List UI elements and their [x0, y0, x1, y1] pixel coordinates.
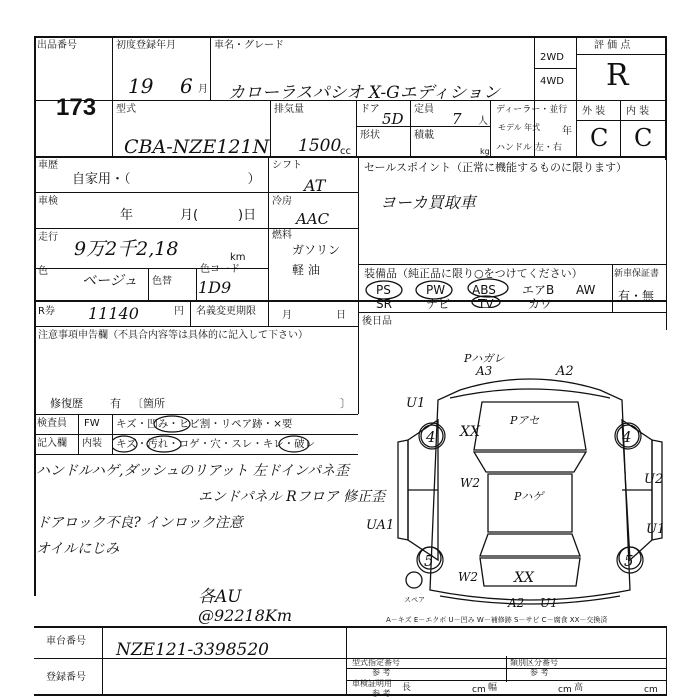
vehicle-history-label: 車歴	[38, 160, 58, 171]
equipment-sr: SR	[376, 297, 392, 311]
inspection-label: 車検	[38, 196, 58, 207]
mark-u1-top: U1	[406, 396, 426, 411]
capacity-value: 7	[452, 110, 462, 128]
equipment-leather: カワ	[528, 297, 553, 311]
fuel-label: 燃料	[272, 230, 292, 241]
length-unit: cm	[472, 685, 486, 695]
repair-label: 修復歴	[50, 397, 83, 410]
equipment-pw: PW	[426, 283, 446, 297]
equipment-tv: TV	[478, 297, 494, 311]
damage-legend: A－キズ E－エクボ U－凹み W－補修跡 S－サビ C－腐食 XX－交換済	[386, 616, 608, 624]
first-reg-year: 19	[128, 74, 154, 98]
dealer-label: ディーラー・並行	[496, 105, 568, 115]
inspector-fw-label: FW	[84, 418, 100, 429]
displacement-value: 1500	[298, 136, 342, 156]
equipment-abs: ABS	[472, 283, 496, 297]
rear-label: 後日品	[362, 316, 392, 327]
mileage-label: 走行	[38, 232, 58, 243]
name-change-month: 月	[282, 310, 292, 321]
mark-ua1: UA1	[366, 518, 395, 533]
comment-line-2: エンドパネル Rフロア 修正歪	[198, 489, 386, 505]
color-value: ベージュ	[82, 273, 138, 289]
model-label: 型式	[116, 104, 136, 115]
color-code-label: 色コード	[200, 264, 240, 275]
length-label: 長	[402, 683, 412, 693]
mark-five-right: 5	[624, 552, 634, 570]
mark-w2-left: W2	[460, 476, 480, 490]
drive-2wd: 2WD	[540, 52, 564, 63]
equipment-circle-marks	[360, 276, 560, 311]
inspector-label-2: 記入欄	[37, 438, 67, 449]
inspector-label-1: 検査員	[37, 418, 67, 429]
lot-number: 173	[56, 94, 97, 121]
name-change-label: 名義変更期限	[196, 306, 256, 317]
inspector-fw-items: キズ・凹み・ヒビ割・リペア跡・×要	[116, 418, 293, 430]
inspector-circle-marks	[112, 414, 358, 454]
inspector-interior-items: キズ・汚れ・コゲ・穴・スレ・キレ・破レ	[116, 438, 316, 450]
load-unit: kg	[480, 147, 490, 156]
sales-point-label: セールスポイント（正常に機能するものに限ります）	[364, 161, 628, 174]
model-value: CBA-NZE121N	[124, 136, 270, 158]
chassis-label: 車台番号	[46, 636, 86, 647]
handle-label: ハンドル 左・右	[496, 143, 562, 153]
exterior-label: 外 装	[582, 106, 606, 117]
equipment-label: 装備品（純正品に限り○をつけてください）	[364, 267, 583, 280]
width-label: 幅	[488, 683, 498, 693]
color-code-value: 1D9	[198, 278, 232, 297]
mileage-value: 9万2千2,18	[74, 238, 179, 260]
door-label: ドア	[360, 104, 380, 115]
interior-value: C	[634, 124, 653, 152]
mark-a2-top: A2	[556, 364, 574, 379]
reg-label: 登録番号	[46, 672, 86, 683]
load-label: 積載	[414, 130, 434, 141]
category-ref: 参 考	[530, 668, 549, 677]
mark-u1-bottom: U1	[540, 596, 558, 610]
color-label: 色	[38, 266, 48, 277]
car-name-label: 車名・グレード	[214, 40, 284, 51]
name-change-day: 日	[336, 310, 346, 321]
type-designation-ref: 参 考	[372, 668, 391, 677]
shape-label: 形状	[360, 130, 380, 141]
category-label: 類別区分番号	[510, 658, 558, 667]
comment-line-1: ハンドルハゲ,ダッシュのリアット 左ドインパネ歪	[36, 463, 349, 479]
cert-label: 車検証明用	[352, 679, 392, 688]
inspection-year: 年	[120, 208, 134, 223]
door-value: 5D	[382, 110, 404, 128]
equipment-airbag: エアB	[522, 283, 555, 297]
equipment-ps: PS	[376, 283, 391, 297]
comment-line-6: @92218Km	[198, 606, 293, 625]
repair-close: 〕	[340, 397, 351, 410]
first-reg-month-unit: 月	[198, 84, 208, 95]
diagram-circle-marks	[410, 418, 650, 578]
cert-ref: 参 考	[372, 689, 391, 698]
capacity-unit: 人	[478, 116, 488, 127]
grade-label: 評 価 点	[594, 40, 631, 51]
vehicle-history-value: 自家用・（ ）	[72, 172, 261, 187]
recycle-label: R券	[38, 306, 55, 317]
shift-value: AT	[304, 176, 326, 195]
mark-w2-bottom: W2	[458, 570, 478, 584]
grade-value: R	[606, 58, 629, 93]
comment-line-5: 各AU	[198, 587, 242, 607]
mark-a3: A3	[476, 364, 493, 378]
first-reg-label: 初度登録年月	[116, 40, 176, 51]
chassis-value: NZE121-3398520	[116, 640, 269, 660]
notes-label: 注意事項申告欄（不具合内容等は具体的に記入して下さい）	[38, 330, 308, 341]
mark-p-hage: Pハゲ	[514, 490, 544, 503]
height-label: 高	[574, 683, 584, 693]
new-warranty-value: 有・無	[618, 289, 655, 303]
drive-4wd: 4WD	[540, 76, 564, 87]
fuel-gas: ガソリン	[292, 243, 341, 257]
ac-label: 冷房	[272, 196, 292, 207]
equipment-navi: ナビ	[426, 297, 451, 311]
comment-line-3: ドアロック不良? インロック注意	[36, 515, 243, 531]
model-year-label: モデル 年式	[498, 123, 541, 132]
mileage-unit: km	[230, 252, 246, 263]
displacement-unit: cc	[340, 146, 351, 157]
equipment-aw: AW	[576, 283, 596, 297]
height-unit: cm	[644, 685, 658, 695]
inspection-day: )日	[238, 208, 257, 223]
model-year-unit: 年	[562, 126, 572, 137]
shift-label: シフト	[272, 160, 302, 171]
displacement-label: 排気量	[274, 104, 304, 115]
mark-spare: スペア	[404, 596, 425, 604]
recycle-value: 11140	[88, 304, 139, 323]
recycle-unit: 円	[174, 306, 184, 317]
inspection-month: 月(	[180, 208, 199, 223]
width-unit: cm	[558, 685, 572, 695]
mark-xx-bottom: XX	[514, 570, 534, 586]
mark-xx-left: XX	[460, 424, 480, 440]
color-change-label: 色替	[152, 276, 172, 287]
mark-four-left: 4	[426, 428, 436, 446]
capacity-label: 定員	[414, 104, 434, 115]
mark-a2-bottom: A2	[508, 596, 525, 610]
repair-place: 〔箇所	[132, 397, 165, 410]
mark-u1-right: U1	[646, 522, 666, 537]
type-designation-label: 型式指定番号	[352, 658, 400, 667]
mark-p-ashi: Pアセ	[510, 414, 540, 427]
new-warranty-label: 新車保証書	[614, 269, 660, 279]
comment-line-4: オイルにじみ	[36, 541, 120, 557]
mark-five-left: 5	[424, 552, 434, 570]
car-name-value: カローラスパシオ X-Gエディション	[228, 83, 501, 103]
fuel-diesel: 軽 油	[292, 263, 320, 277]
sales-point-value: ヨーカ買取車	[380, 193, 476, 212]
lot-label: 出品番号	[37, 40, 77, 51]
mark-four-right: 4	[622, 428, 632, 446]
repair-yes: 有	[110, 397, 121, 410]
mark-u2: U2	[644, 472, 664, 487]
ac-value: AAC	[296, 210, 330, 228]
mark-p-hagare: Pハガレ	[464, 352, 505, 365]
exterior-value: C	[590, 124, 609, 152]
first-reg-month: 6	[180, 74, 193, 98]
interior-label: 内 装	[626, 106, 650, 117]
inspector-interior-label: 内装	[82, 438, 102, 449]
